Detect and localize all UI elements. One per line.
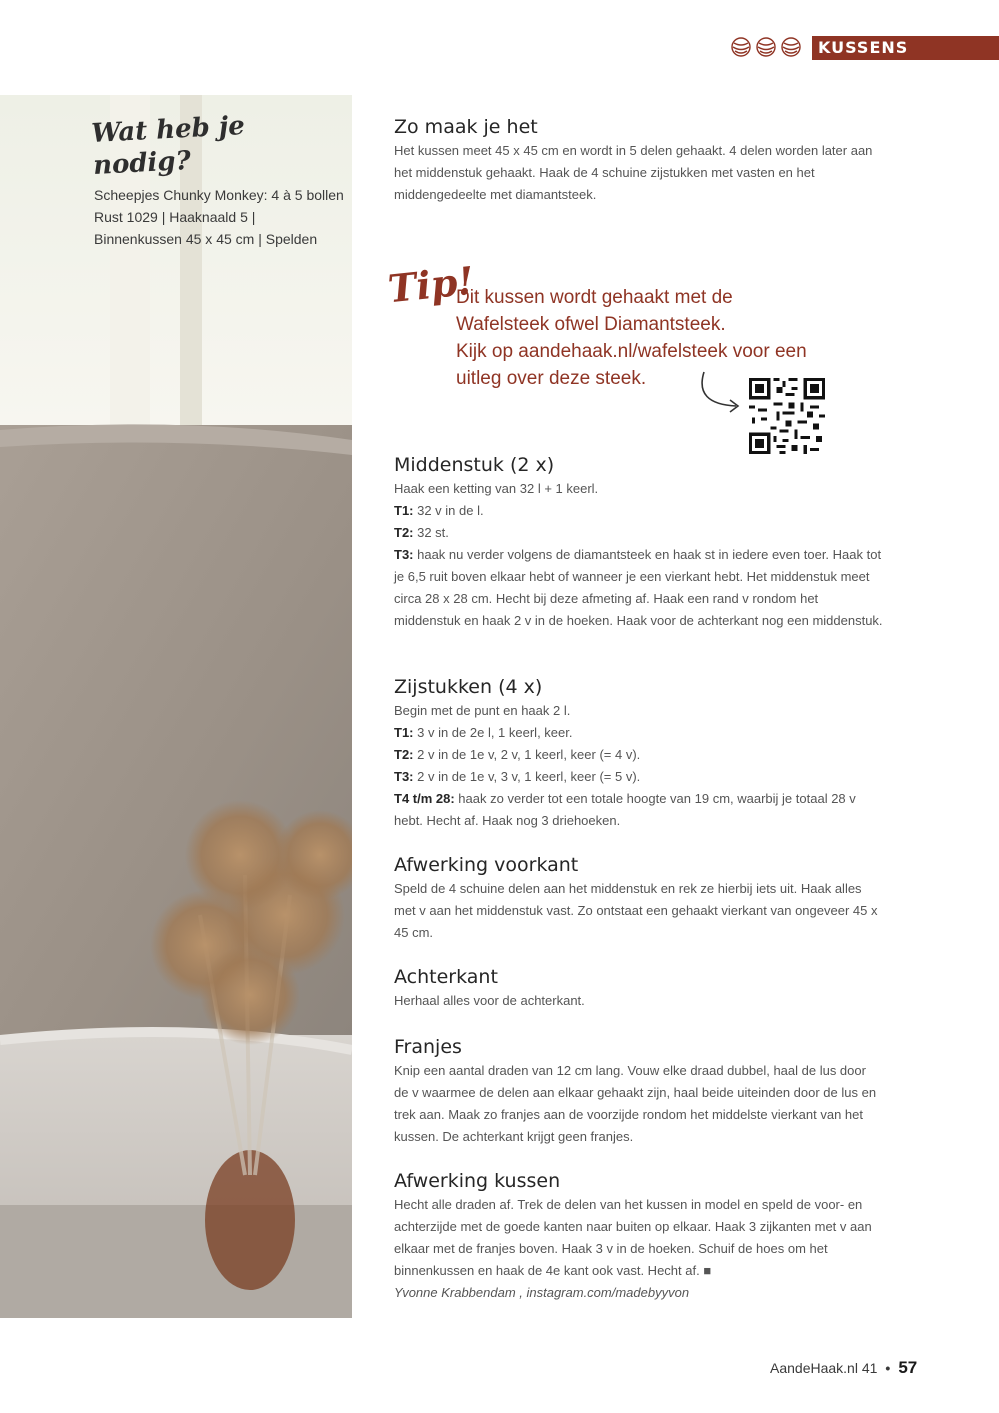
footer-bullet: • <box>885 1360 891 1376</box>
franjes-heading: Franjes <box>394 1036 462 1058</box>
curved-arrow-icon <box>694 370 746 416</box>
voorkant-section <box>394 852 884 944</box>
tip-label: Tip! <box>385 257 477 312</box>
magazine-name: AandeHaak.nl 41 <box>770 1360 878 1376</box>
zijstukken-row-2: T2: 2 v in de 1e v, 2 v, 1 keerl, keer (= 4 v). <box>394 747 641 762</box>
voorkant-heading: Afwerking voorkant <box>394 854 579 876</box>
materials-box <box>90 111 344 250</box>
middenstuk-intro: Haak een ketting van 32 l + 1 keerl. <box>394 481 599 496</box>
voorkant-text: Speld de 4 schuine delen aan het middenstuk en rek ze hierbij iets uit. Haak alles met v aan het middenstuk vast. Zo ontstaat een gehaakt vierkant van ongeveer 45 x 45 cm. <box>394 881 878 940</box>
tip-line-4: uitleg over deze steek. <box>456 368 647 389</box>
franjes-text: Knip een aantal draden van 12 cm lang. Vouw elke draad dubbel, haal de lus door de v waarmee de delen aan elkaar gehaakt zijn, haal beide uiteinden door de lus en trek aan. Maak zo franjes aan de voorzijde rondom het middelste vierkant van het kussen. De achterkant krijgt geen franjes. <box>394 1063 877 1144</box>
tip-line-3: Kijk op aandehaak.nl/wafelsteek voor een <box>456 341 807 362</box>
tip-text <box>456 284 856 392</box>
kussen-heading: Afwerking kussen <box>394 1170 561 1192</box>
materials-text: Scheepjes Chunky Monkey: 4 à 5 bollen Rust 1029 | Haaknaald 5 | Binnenkussen 45 x 45 cm | Spelden <box>94 187 344 247</box>
zijstukken-intro: Begin met de punt en haak 2 l. <box>394 703 571 718</box>
achterkant-text: Herhaal alles voor de achterkant. <box>394 993 585 1008</box>
page-footer <box>770 1358 917 1378</box>
kussen-section <box>394 1168 884 1304</box>
tip-line-1: Dit kussen wordt gehaakt met de <box>456 287 733 308</box>
middenstuk-row-3: T3: haak nu verder volgens de diamantsteek en haak st in iedere even toer. Haak tot je 6,5 ruit boven elkaar hebt of wanneer je een vierkant hebt. Het middenstuk meet circa 28 x 28 cm. Hecht bij deze afmeting af. Haak een rand v rondom het middenstuk en haak 2 v in de hoeken. Haak voor de achterkant nog een middenstuk. <box>394 547 883 628</box>
middenstuk-row-2: T2: 32 st. <box>394 525 449 540</box>
photo-cushion <box>0 95 352 1318</box>
middenstuk-row-1: T1: 32 v in de l. <box>394 503 484 518</box>
yarn-balls-icon <box>730 36 804 58</box>
designer-credit: Yvonne Krabbendam , instagram.com/madebyyvon <box>394 1285 690 1300</box>
achterkant-section <box>394 964 884 1012</box>
page-number: 57 <box>898 1358 918 1377</box>
zijstukken-row-1: T1: 3 v in de 2e l, 1 keerl, keer. <box>394 725 573 740</box>
achterkant-heading: Achterkant <box>394 966 498 988</box>
intro-section <box>394 114 884 206</box>
franjes-section <box>394 1034 884 1148</box>
zijstukken-row-3: T3: 2 v in de 1e v, 3 v, 1 keerl, keer (= 5 v). <box>394 769 641 784</box>
zijstukken-heading: Zijstukken (4 x) <box>394 676 543 698</box>
tip-line-2: Wafelsteek ofwel Diamantsteek. <box>456 314 726 335</box>
zijstukken-section <box>394 674 884 832</box>
zijstukken-row-4: T4 t/m 28: haak zo verder tot een totale hoogte van 19 cm, waarbij je totaal 28 v hebt. Hecht af. Haak nog 3 driehoeken. <box>394 791 856 828</box>
middenstuk-heading: Middenstuk (2 x) <box>394 454 555 476</box>
qr-code-icon[interactable] <box>749 378 825 454</box>
intro-text: Het kussen meet 45 x 45 cm en wordt in 5 delen gehaakt. 4 delen worden later aan het middenstuk gehaakt. Haak de 4 schuine zijstukken met vasten en het middengedeelte met diamantsteek. <box>394 143 873 202</box>
middenstuk-section <box>394 452 884 632</box>
intro-heading: Zo maak je het <box>394 116 538 138</box>
section-badge: KUSSENS <box>812 36 999 60</box>
kussen-text: Hecht alle draden af. Trek de delen van het kussen in model en speld de voor- en achterzijde met de goede kanten naar buiten op elkaar. Haak 3 zijkanten met v aan elkaar met de franjes boven. Haak 3 v in de hoeken. Schuif de hoes om het binnenkussen en haak de 4e kant ook vast. Hecht af. ■ <box>394 1197 872 1278</box>
materials-title: Wat heb je nodig? <box>90 111 246 182</box>
